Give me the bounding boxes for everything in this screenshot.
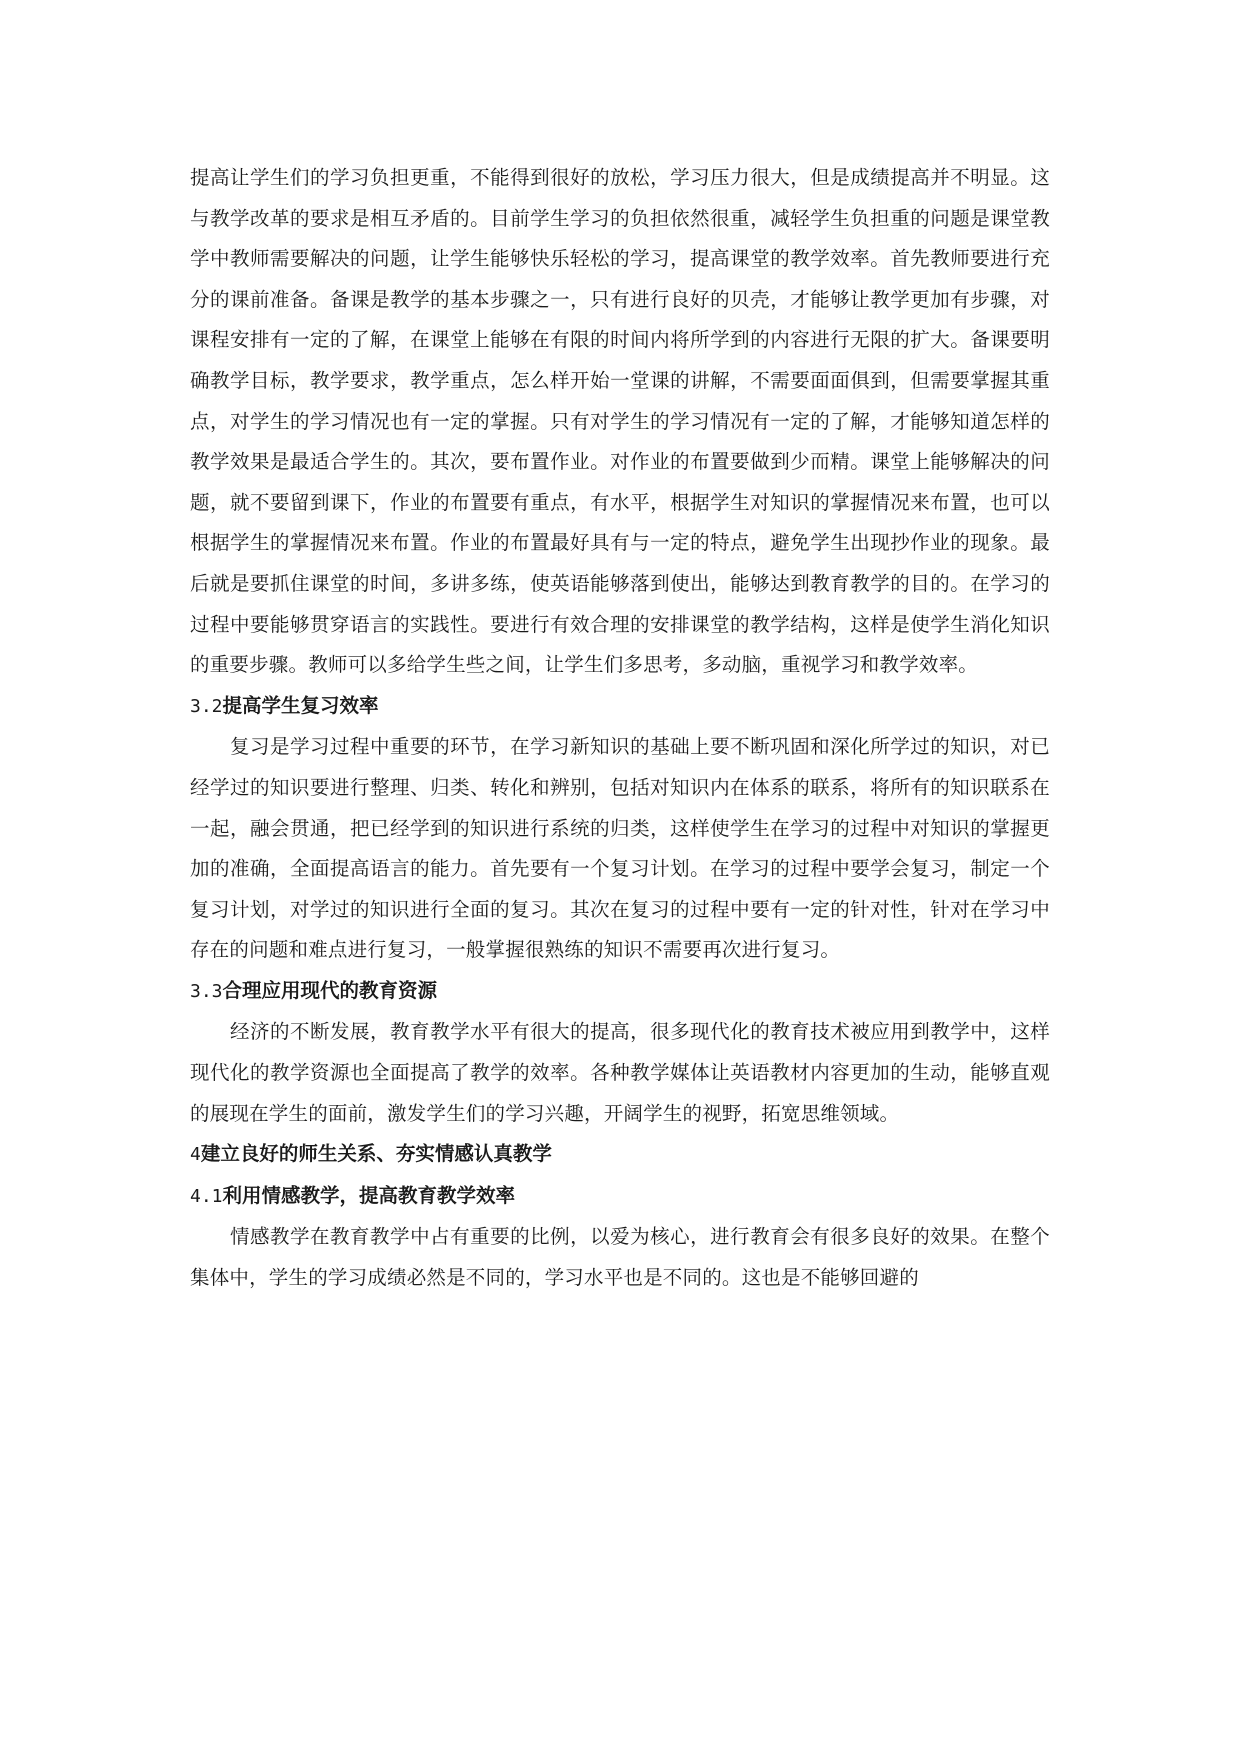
section-title: 合理应用现代的教育资源	[222, 978, 438, 1002]
document-page	[190, 158, 1050, 1299]
section-heading-3-3	[190, 971, 1050, 1013]
section-title: 提高学生复习效率	[222, 693, 379, 717]
section-title: 利用情感教学，提高教育教学效率	[222, 1183, 516, 1207]
section-title: 建立良好的师生关系、夯实情感认真教学	[200, 1142, 552, 1166]
body-paragraph: 情感教学在教育教学中占有重要的比例，以爱为核心，进行教育会有很多良好的效果。在整个集体中，学生的学习成绩必然是不同的，学习水平也是不同的。这也是不能够回避的	[190, 1225, 1050, 1290]
body-paragraph: 经济的不断发展，教育教学水平有很大的提高，很多现代化的教育技术被应用到教学中，这样现代化的教学资源也全面提高了教学的效率。各种教学媒体让英语教材内容更加的生动，能够直观的展现在学生的面前，激发学生们的学习兴趣，开阔学生的视野，拓宽思维领域。	[190, 1020, 1050, 1125]
section-number: 4.1	[190, 1185, 223, 1207]
section-heading-4-1	[190, 1176, 1050, 1218]
section-heading-4	[190, 1134, 1050, 1176]
body-paragraph: 复习是学习过程中重要的环节，在学习新知识的基础上要不断巩固和深化所学过的知识，对已经学过的知识要进行整理、归类、转化和辨别，包括对知识内在体系的联系，将所有的知识联系在一起，融会贯通，把已经学到的知识进行系统的归类，这样使学生在学习的过程中对知识的掌握更加的准确，全面提高语言的能力。首先要有一个复习计划。在学习的过程中要学会复习，制定一个复习计划，对学过的知识进行全面的复习。其次在复习的过程中要有一定的针对性，针对在学习中存在的问题和难点进行复习，一般掌握很熟练的知识不需要再次进行复习。	[190, 735, 1050, 962]
section-number: 3.2	[190, 695, 223, 717]
section-heading-3-2	[190, 686, 1050, 728]
body-paragraph: 提高让学生们的学习负担更重，不能得到很好的放松，学习压力很大，但是成绩提高并不明显。这与教学改革的要求是相互矛盾的。目前学生学习的负担依然很重，减轻学生负担重的问题是课堂教学中教师需要解决的问题，让学生能够快乐轻松的学习，提高课堂的教学效率。首先教师要进行充分的课前准备。备课是教学的基本步骤之一，只有进行良好的贝壳，才能够让教学更加有步骤，对课程安排有一定的了解，在课堂上能够在有限的时间内将所学到的内容进行无限的扩大。备课要明确教学目标，教学要求，教学重点，怎么样开始一堂课的讲解，不需要面面俱到，但需要掌握其重点，对学生的学习情况也有一定的掌握。只有对学生的学习情况有一定的了解，才能够知道怎样的教学效果是最适合学生的。其次，要布置作业。对作业的布置要做到少而精。课堂上能够解决的问题，就不要留到课下，作业的布置要有重点，有水平，根据学生对知识的掌握情况来布置，也可以根据学生的掌握情况来布置。作业的布置最好具有与一定的特点，避免学生出现抄作业的现象。最后就是要抓住课堂的时间，多讲多练，使英语能够落到使出，能够达到教育教学的目的。在学习的过程中要能够贯穿语言的实践性。要进行有效合理的安排课堂的教学结构，这样是使学生消化知识的重要步骤。教师可以多给学生些之间，让学生们多思考，多动脑，重视学习和教学效率。	[190, 166, 1050, 677]
section-number: 4	[190, 1144, 201, 1166]
section-number: 3.3	[190, 980, 223, 1002]
